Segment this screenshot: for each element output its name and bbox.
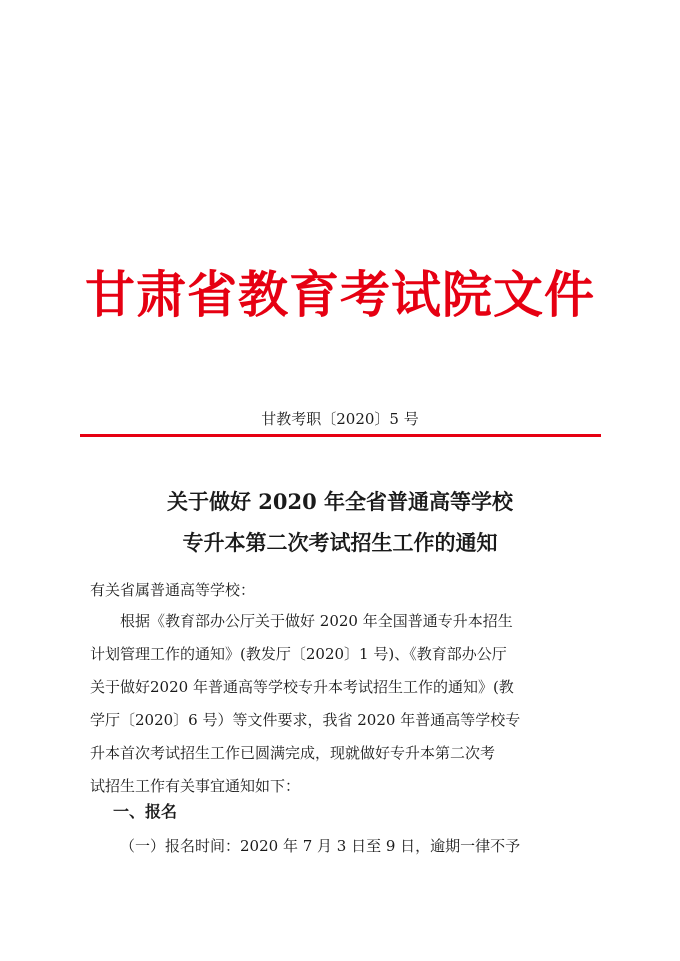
notice-title-line-1: 关于做好 2020 年全省普通高等学校: [166, 489, 514, 514]
paragraph-line: 计划管理工作的通知》(教发厅〔2020〕1 号)、《教育部办公厅: [90, 645, 507, 663]
paragraph-line: 关于做好2020 年普通高等学校专升本考试招生工作的通知》(教: [90, 678, 514, 696]
addressee: 有关省属普通高等学校：: [90, 581, 256, 599]
paragraph-line: 试招生工作有关事宜通知如下：: [90, 777, 301, 795]
document-number: 甘教考职〔2020〕5 号: [261, 410, 419, 428]
section-heading-registration: 一、报名: [113, 802, 178, 821]
issuing-authority-title: 甘肃省教育考试院文件: [85, 266, 595, 324]
paragraph-line: 升本首次考试招生工作已圆满完成，现就做好专升本第二次考: [90, 744, 496, 762]
subsection-line: （一）报名时间：2020 年 7 月 3 日至 9 日，逾期一律不予: [120, 837, 521, 855]
paragraph-line: 根据《教育部办公厅关于做好 2020 年全国普通专升本招生: [120, 612, 513, 630]
notice-title-line-2: 专升本第二次考试招生工作的通知: [182, 530, 498, 555]
red-divider-line: [80, 434, 601, 437]
paragraph-line: 学厅〔2020〕6 号）等文件要求，我省 2020 年普通高等学校专: [90, 711, 521, 729]
